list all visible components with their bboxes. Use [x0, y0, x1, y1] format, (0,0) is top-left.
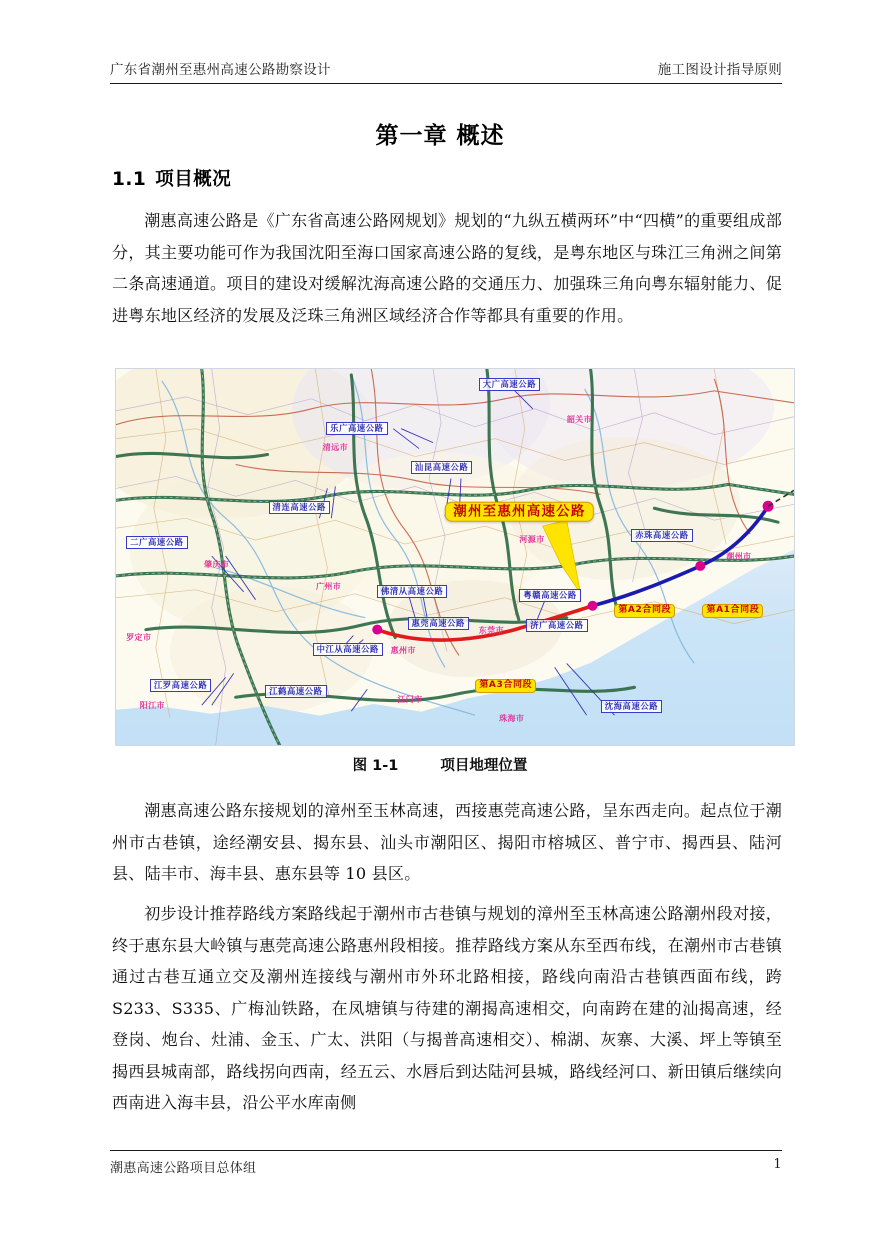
route-node-mid	[588, 601, 598, 611]
map-city-label: 韶关市	[566, 415, 593, 425]
map-label-shankun-expressway: 汕昆高速公路	[411, 461, 472, 474]
map-label-contract-a1: 第A1合同段	[702, 604, 763, 618]
map-label-jiangluo-expressway: 江罗高速公路	[150, 679, 211, 692]
route-node-west	[372, 625, 382, 635]
map-city-label: 惠州市	[390, 646, 416, 656]
page-footer	[110, 1150, 782, 1176]
page-header	[110, 58, 782, 84]
map-label-shenhai-expressway: 沈海高速公路	[601, 700, 662, 713]
map-label-chizhu-expressway: 赤珠高速公路	[631, 529, 692, 542]
section-heading	[112, 165, 231, 191]
map-label-jiguang-expressway: 济广高速公路	[526, 619, 587, 632]
section-number: 1.1	[112, 169, 147, 190]
map-city-label: 江门市	[397, 695, 423, 705]
paragraph-route-alignment: 初步设计推荐路线方案路线起于潮州市古巷镇与规划的漳州至玉林高速公路潮州段对接，终于惠东县大岭镇与惠莞高速公路惠州段相接。推荐路线方案从东至西布线，在潮州市古巷镇通过古巷互通立交及潮州连接线与潮州市外环北路相接，路线向南沿古巷镇西面布线，跨 S233、S335、广梅汕铁路，在凤塘镇与待建的潮揭高速相交，向南跨在建的汕揭高速，经登岗、炮台、灶浦、金玉、广太、洪阳（与揭普高速相交）、棉湖、灰寨、大溪、坪上等镇至揭西县城南部，路线拐向西南，经五云、水唇后到达陆河县城，路线经河口、新田镇后继续向西南进入海丰县，沿公平水库南侧	[112, 904, 782, 1112]
route-node-a2	[695, 561, 705, 571]
paragraph-route-extent: 潮惠高速公路东接规划的漳州至玉林高速，西接惠莞高速公路，呈东西走向。起点位于潮州市古巷镇，途经潮安县、揭东县、汕头市潮阳区、揭阳市榕城区、普宁市、揭西县、陆河县、陆丰市、海丰县、惠东县等 10 县区。	[112, 801, 782, 883]
map-city-label: 东莞市	[478, 625, 504, 635]
page-number: 1	[773, 1157, 782, 1172]
map-city-label: 广州市	[316, 582, 342, 592]
map-label-yuegan-expressway: 粤赣高速公路	[519, 589, 580, 602]
map-city-label: 阳江市	[139, 700, 165, 710]
figure-caption-title: 项目地理位置	[440, 758, 528, 774]
map-label-zhongjiangcong-expressway: 中江从高速公路	[313, 643, 383, 656]
header-right-text: 施工图设计指导原则	[657, 62, 782, 78]
map-label-jianghe-expressway: 江鹤高速公路	[265, 685, 326, 698]
map-label-qinglian-expressway: 清连高速公路	[269, 501, 330, 514]
map-label-foqingcong-expressway: 佛清从高速公路	[377, 585, 447, 598]
figure-caption-number: 图 1-1	[352, 758, 399, 774]
figure-caption	[0, 754, 880, 775]
map-project-pointer	[543, 520, 581, 594]
footer-left-text: 潮惠高速公路项目总体组	[110, 1161, 257, 1176]
header-left-text: 广东省潮州至惠州高速公路勘察设计	[110, 62, 331, 78]
map-city-label: 肇庆市	[204, 559, 230, 569]
chapter-title: 第一章 概述	[375, 123, 505, 149]
section-title: 项目概况	[155, 169, 232, 190]
map-label-contract-a3: 第A3合同段	[475, 679, 536, 693]
map-road-network	[116, 369, 794, 745]
map-city-label: 潮州市	[726, 552, 752, 562]
map-city-label: 清远市	[322, 443, 348, 453]
map-city-label: 罗定市	[126, 633, 152, 643]
paragraph-project-overview: 潮惠高速公路是《广东省高速公路网规划》规划的“九纵五横两环”中“四横”的重要组成部分，其主要功能可作为我国沈阳至海口国家高速公路的复线，是粤东地区与珠江三角洲之间第二条高速通道。项目的建设对缓解沈海高速公路的交通压力、加强珠三角向粤东辐射能力、促进粤东地区经济的发展及泛珠三角洲区域经济合作等都具有重要的作用。	[112, 211, 782, 325]
map-canvas	[115, 368, 795, 746]
map-label-leguang-expressway: 乐广高速公路	[326, 422, 387, 435]
map-label-project-route: 潮州至惠州高速公路	[445, 502, 593, 523]
map-city-label: 珠海市	[499, 714, 525, 724]
map-city-label: 河源市	[519, 535, 545, 545]
figure-location-map	[115, 368, 795, 746]
map-label-contract-a2: 第A2合同段	[614, 604, 675, 618]
map-label-huiguan-expressway: 惠莞高速公路	[408, 617, 469, 630]
map-label-erguang-expressway: 二广高速公路	[126, 536, 187, 549]
map-label-daguang-expressway: 大广高速公路	[479, 378, 540, 391]
